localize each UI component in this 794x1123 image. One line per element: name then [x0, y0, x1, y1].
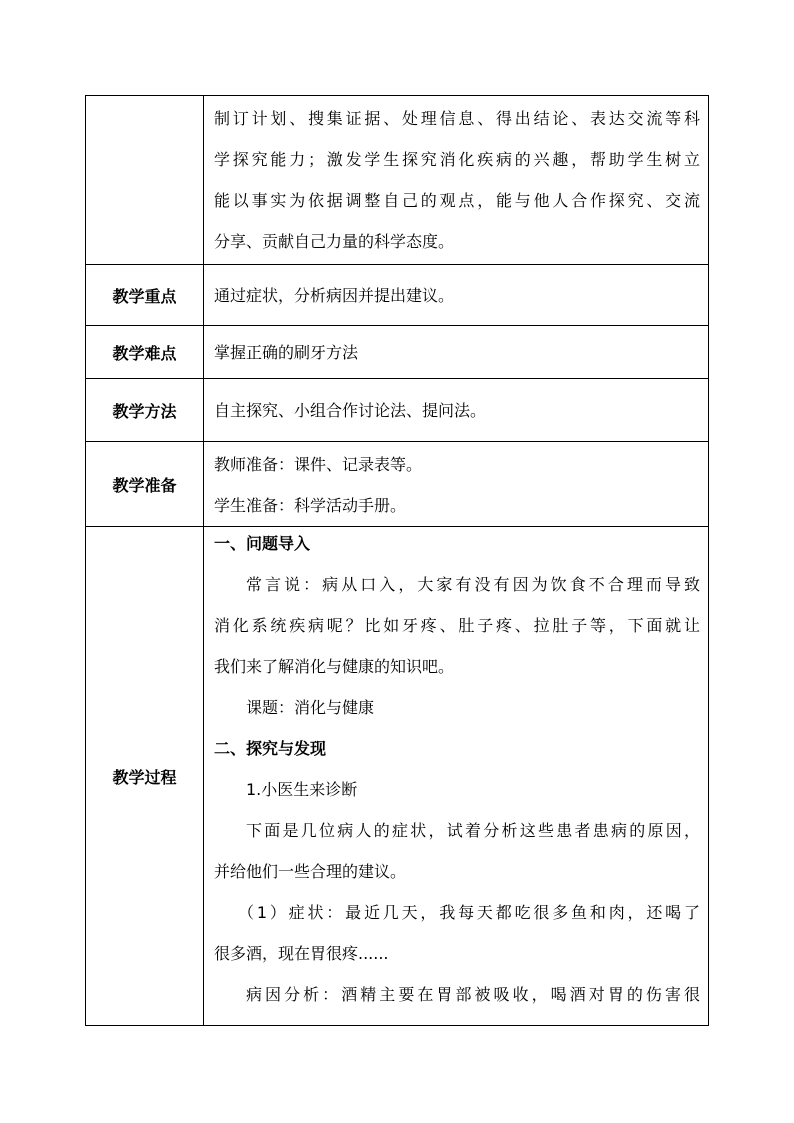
- section-1-paragraph-line-3: 我们来了解消化与健康的知识吧。: [214, 657, 455, 676]
- case-1-line-2: 很多酒，现在胃很疼......: [214, 944, 389, 963]
- difficulty-line: 掌握正确的刷牙方法: [214, 342, 359, 362]
- objectives-line-3: 能以事实为依据调整自己的观点，能与他人合作探究、交流: [214, 191, 700, 210]
- method-line: 自主探究、小组合作讨论法、提问法。: [214, 400, 487, 420]
- subsection-1-line-1: 下面是几位病人的症状，试着分析这些患者患病的原因，: [246, 821, 700, 840]
- key-point-line: 通过症状，分析病因并提出建议。: [214, 285, 455, 305]
- key-point-label: 教学重点: [86, 265, 204, 326]
- lesson-plan-table: [85, 95, 709, 1026]
- preparation-label: 教学准备: [86, 442, 204, 527]
- process-label: 教学过程: [86, 527, 204, 1026]
- key-point-text: [204, 265, 709, 326]
- objectives-label-cell: [86, 96, 204, 265]
- table-row-difficulty: [86, 326, 709, 379]
- student-preparation: 学生准备：科学活动手册。: [214, 496, 407, 515]
- objectives-line-4: 分享、贡献自己力量的科学态度。: [214, 232, 455, 251]
- table-row-key-point: [86, 265, 709, 326]
- method-text: [204, 379, 709, 442]
- teacher-preparation: 教师准备：课件、记录表等。: [214, 455, 423, 474]
- section-1-paragraph-line-1: 常言说：病从口入，大家有没有因为饮食不合理而导致: [246, 575, 700, 594]
- lesson-topic: 课题：消化与健康: [246, 698, 375, 717]
- process-content: [204, 527, 709, 1026]
- objectives-content-cell: [204, 96, 709, 265]
- section-1-paragraph-line-2: 消化系统疾病呢？比如牙疼、肚子疼、拉肚子等，下面就让: [214, 616, 700, 635]
- subsection-1-title: 1.小医生来诊断: [246, 780, 358, 799]
- table-row-preparation: [86, 442, 709, 527]
- table-row-process: [86, 527, 709, 1026]
- difficulty-label: 教学难点: [86, 326, 204, 379]
- section-1-title: 一、问题导入: [214, 534, 311, 553]
- difficulty-text: [204, 326, 709, 379]
- objectives-line-1: 制订计划、搜集证据、处理信息、得出结论、表达交流等科: [214, 109, 700, 128]
- case-1-line-1: （1）症状：最近几天，我每天都吃很多鱼和肉，还喝了: [238, 903, 700, 922]
- document-page: [85, 95, 709, 1026]
- table-row-method: [86, 379, 709, 442]
- analysis-line-1: 病因分析：酒精主要在胃部被吸收，喝酒对胃的伤害很: [246, 985, 700, 1004]
- method-label: 教学方法: [86, 379, 204, 442]
- subsection-1-line-2: 并给他们一些合理的建议。: [214, 862, 407, 881]
- table-row-objectives: [86, 96, 709, 265]
- section-2-title: 二、探究与发现: [214, 739, 327, 758]
- objectives-line-2: 学探究能力；激发学生探究消化疾病的兴趣，帮助学生树立: [214, 150, 700, 169]
- preparation-content: [204, 442, 709, 527]
